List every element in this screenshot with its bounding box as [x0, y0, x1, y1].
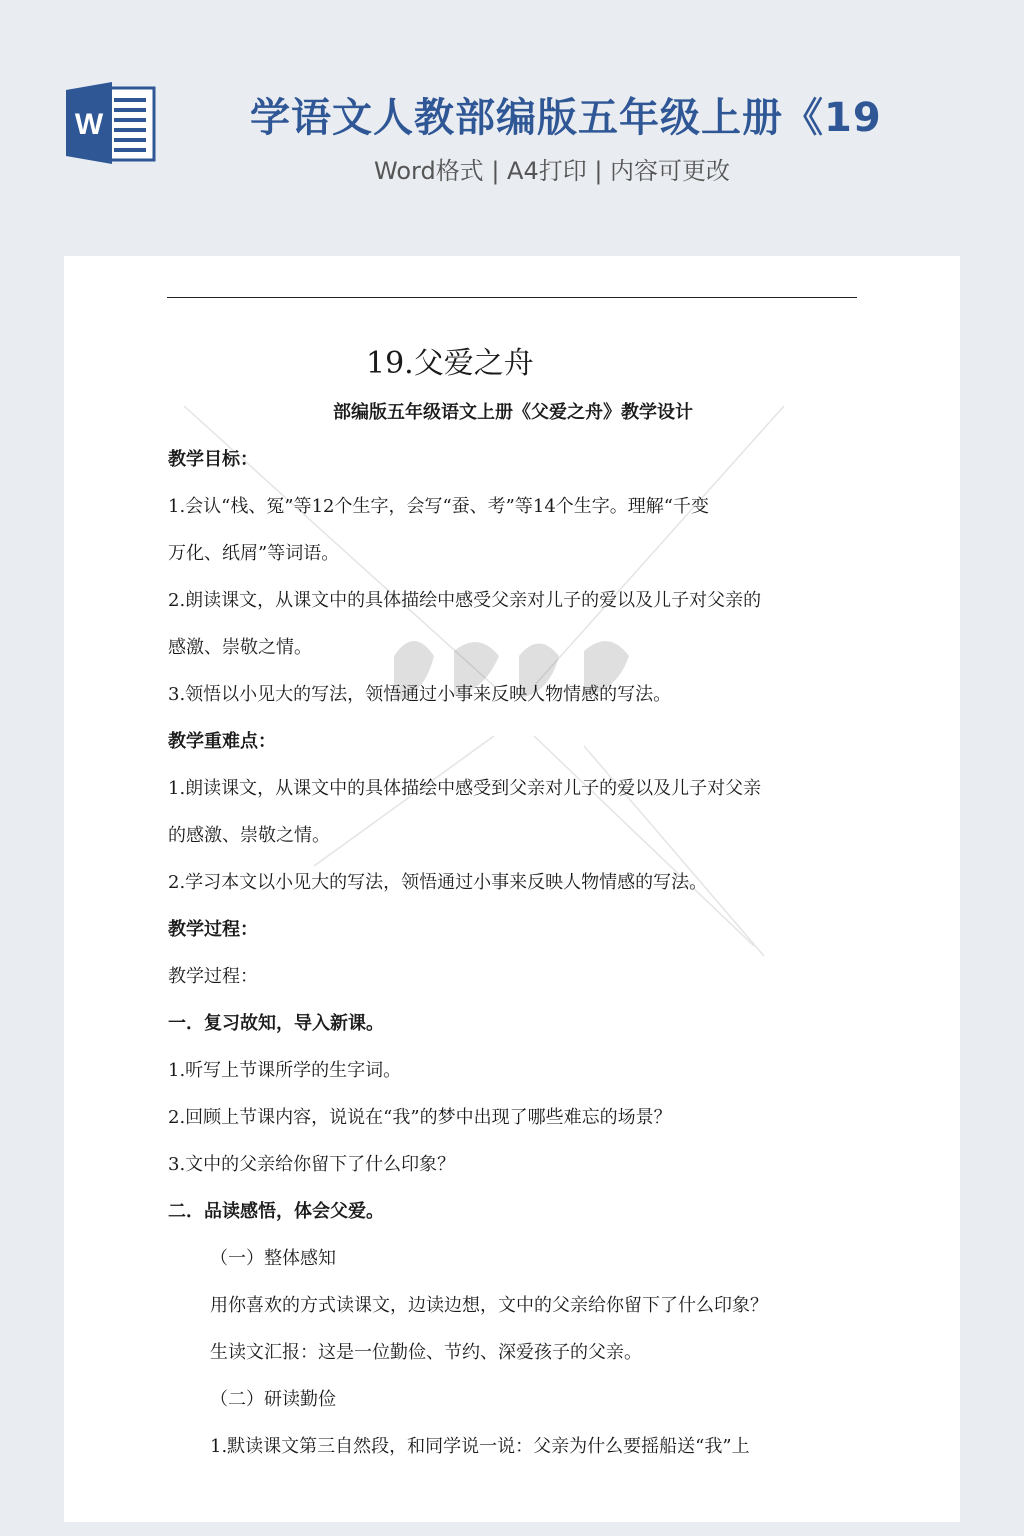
- paragraph-line: 教学过程：: [168, 966, 258, 987]
- paragraph-line: 2.回顾上节课内容，说说在“我”的梦中出现了哪些难忘的场景？: [168, 1107, 672, 1128]
- document-title: 19.父爱之舟: [366, 346, 534, 381]
- paragraph-line: 2.朗读课文，从课文中的具体描绘中感受父亲对儿子的爱以及儿子对父亲的: [168, 590, 762, 611]
- paragraph-line: 生读文汇报：这是一位勤俭、节约、深爱孩子的父亲。: [210, 1342, 642, 1363]
- document-page: [64, 256, 960, 1522]
- paragraph-line: 1.听写上节课所学的生字词。: [168, 1060, 402, 1081]
- word-doc-icon: [66, 82, 156, 164]
- paragraph-line: 3.文中的父亲给你留下了什么印象？: [168, 1154, 456, 1175]
- paragraph-line: 3.领悟以小见大的写法，领悟通过小事来反映人物情感的写法。: [168, 684, 672, 705]
- section-heading-goals: 教学目标：: [168, 449, 258, 470]
- page-title: 学语文人教部编版五年级上册《19: [250, 95, 882, 141]
- section-heading-reading: 二．品读感悟，体会父爱。: [168, 1201, 384, 1222]
- paragraph-line: 1.默读课文第三自然段，和同学说一说：父亲为什么要摇船送“我”上: [210, 1436, 750, 1457]
- section-heading-review: 一．复习故知，导入新课。: [168, 1013, 384, 1034]
- paragraph-line: 2.学习本文以小见大的写法，领悟通过小事来反映人物情感的写法。: [168, 872, 708, 893]
- subsection-heading: （一）整体感知: [210, 1248, 336, 1269]
- document-subtitle: 部编版五年级语文上册《父爱之舟》教学设计: [333, 402, 693, 423]
- paragraph-line: 的感激、崇敬之情。: [168, 825, 330, 846]
- section-heading-process: 教学过程：: [168, 919, 258, 940]
- paragraph-line: 1.会认“栈、冤”等12个生字，会写“蚕、考”等14个生字。理解“千变: [168, 496, 709, 517]
- paragraph-line: 感激、崇敬之情。: [168, 637, 312, 658]
- paragraph-line: 用你喜欢的方式读课文，边读边想，文中的父亲给你留下了什么印象？: [210, 1295, 768, 1316]
- document-body: [168, 338, 858, 1470]
- word-icon-letter: W: [74, 108, 104, 141]
- section-heading-key-points: 教学重难点：: [168, 731, 276, 752]
- page-subtitle: Word格式 | A4打印 | 内容可更改: [374, 157, 731, 185]
- paragraph-line: 1.朗读课文，从课文中的具体描绘中感受到父亲对儿子的爱以及儿子对父亲: [168, 778, 762, 799]
- paragraph-line: 万化、纸屑”等词语。: [168, 543, 340, 564]
- header-rule: [167, 297, 857, 298]
- subsection-heading: （二）研读勤俭: [210, 1389, 336, 1410]
